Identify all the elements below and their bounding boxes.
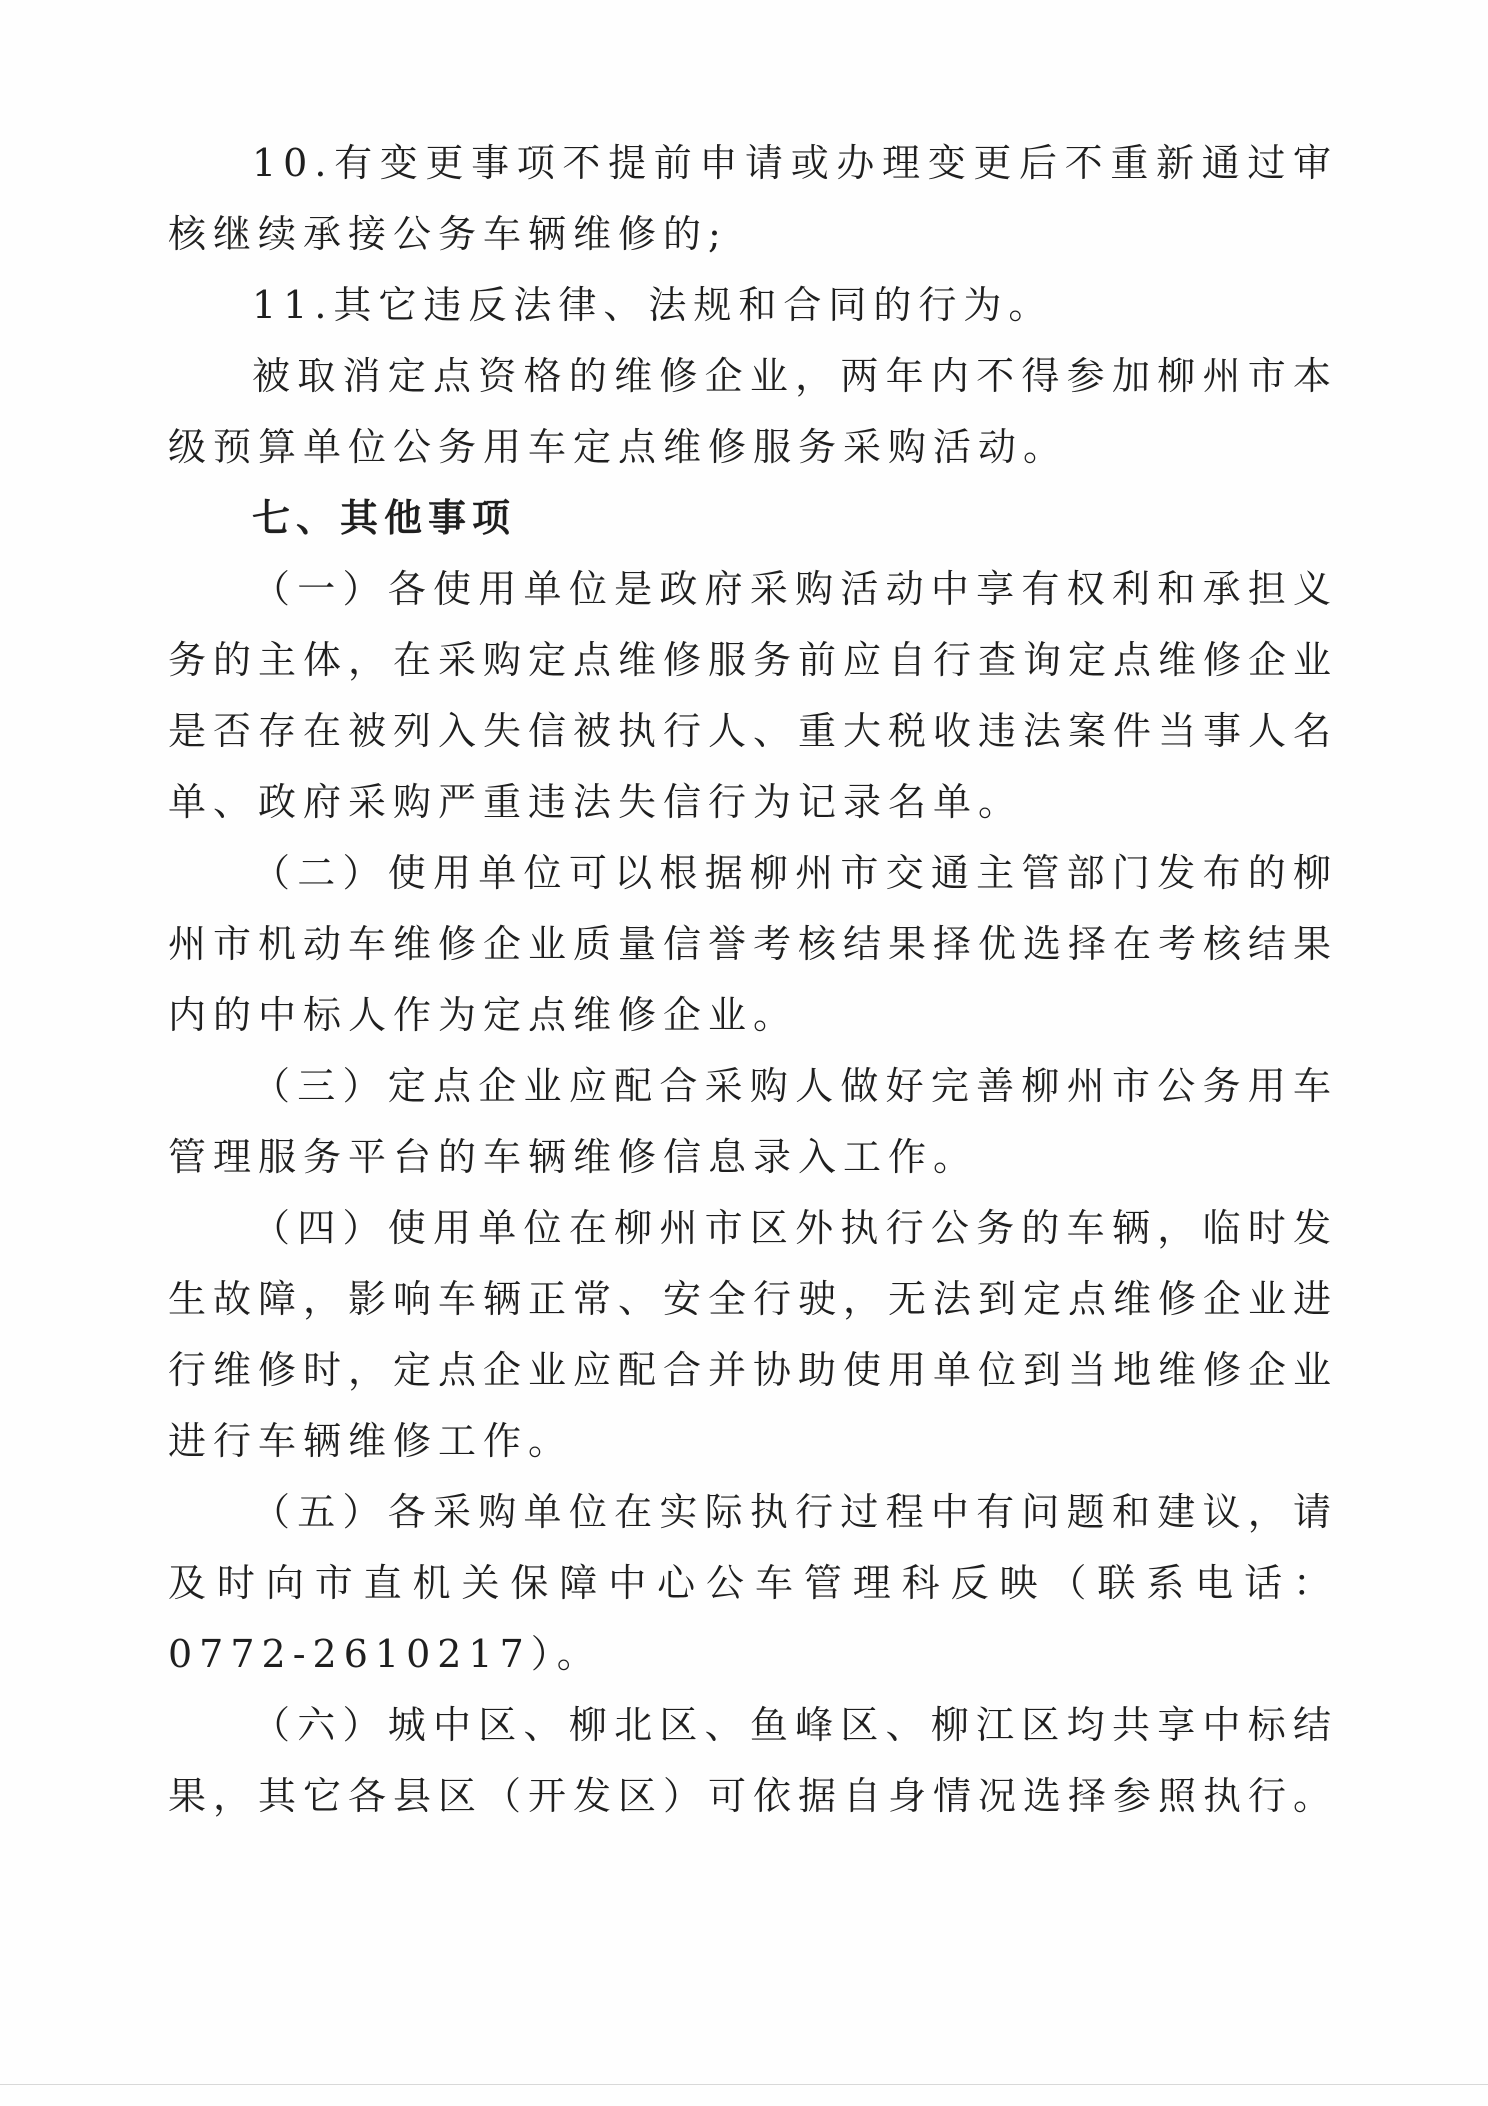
paragraph-other-item-5: （五）各采购单位在实际执行过程中有问题和建议，请及时向市直机关保障中心公车管理科反映（联系电话：0772-2610217）。	[168, 1490, 1338, 1676]
paragraph-item-10: 10.有变更事项不提前申请或办理变更后不重新通过审核继续承接公务车辆维修的;	[168, 141, 1338, 256]
paragraph-disqualification-note: 被取消定点资格的维修企业，两年内不得参加柳州市本级预算单位公务用车定点维修服务采购活动。	[168, 354, 1338, 469]
paragraph-item-11: 11.其它违反法律、法规和合同的行为。	[252, 283, 1054, 327]
section-heading-other-matters: 七、其他事项	[252, 496, 517, 540]
paragraph-other-item-1: （一）各使用单位是政府采购活动中享有权利和承担义务的主体，在采购定点维修服务前应自行查询定点维修企业是否存在被列入失信被执行人、重大税收违法案件当事人名单、政府采购严重违法失信行为记录名单。	[168, 567, 1339, 824]
paragraph-other-item-2: （二）使用单位可以根据柳州市交通主管部门发布的柳州市机动车维修企业质量信誉考核结果择优选择在考核结果内的中标人作为定点维修企业。	[168, 851, 1339, 1037]
paragraph-other-item-6: （六）城中区、柳北区、鱼峰区、柳江区均共享中标结果，其它各县区（开发区）可依据自身情况选择参照执行。	[168, 1703, 1339, 1818]
paragraph-other-item-4: （四）使用单位在柳州市区外执行公务的车辆，临时发生故障，影响车辆正常、安全行驶，无法到定点维修企业进行维修时，定点企业应配合并协助使用单位到当地维修企业进行车辆维修工作。	[168, 1206, 1339, 1463]
paragraph-other-item-3: （三）定点企业应配合采购人做好完善柳州市公务用车管理服务平台的车辆维修信息录入工作。	[168, 1064, 1338, 1179]
document-body	[168, 128, 1338, 1832]
scan-edge-line	[0, 2084, 1488, 2085]
